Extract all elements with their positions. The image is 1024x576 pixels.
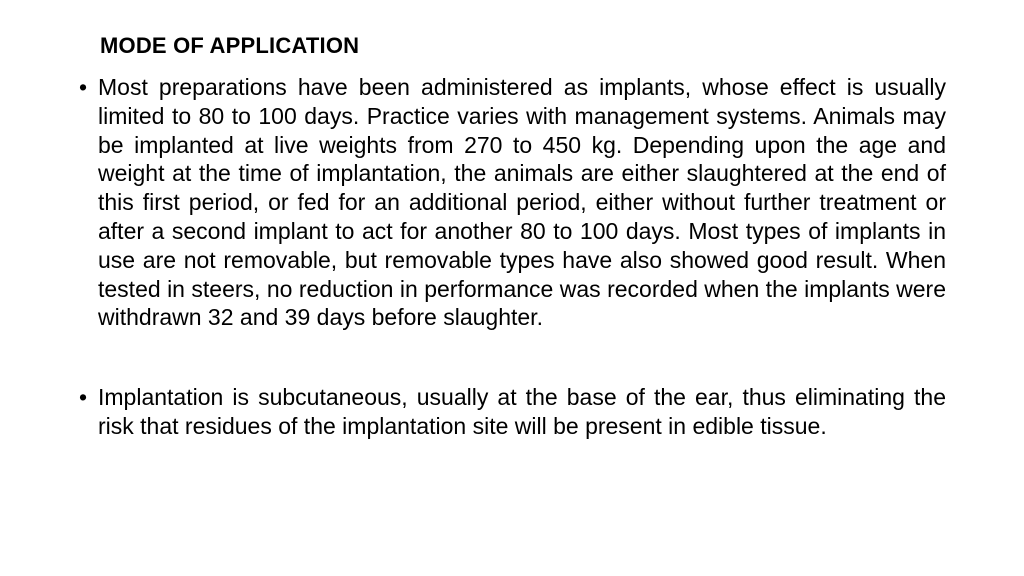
bullet-item-subcutaneous xyxy=(76,383,946,441)
bullet-text: Most preparations have been administered as implants, whose effect is usually limited to 80 to 100 days. Practice varies with management systems. Animals may be implanted at live weights from 270 to 450 kg. Depending upon the age and weight at the time of implantation, the animals are either slaughtered at the end of this first period, or fed for an additional period, either without further treatment or after a second implant to act for another 80 to 100 days. Most types of implants in use are not removable, but removable types have also showed good result. When tested in steers, no reduction in performance was recorded when the implants were withdrawn 32 and 39 days before slaughter. xyxy=(98,74,946,331)
bullet-list xyxy=(76,73,946,441)
slide-heading: MODE OF APPLICATION xyxy=(100,33,360,58)
bullet-item-implants xyxy=(76,73,946,332)
bullet-text: Implantation is subcutaneous, usually at the base of the ear, thus eliminating the risk that residues of the implantation site will be present in edible tissue. xyxy=(98,384,946,439)
bullet-icon: • xyxy=(78,384,88,411)
bullet-icon: • xyxy=(78,74,88,100)
